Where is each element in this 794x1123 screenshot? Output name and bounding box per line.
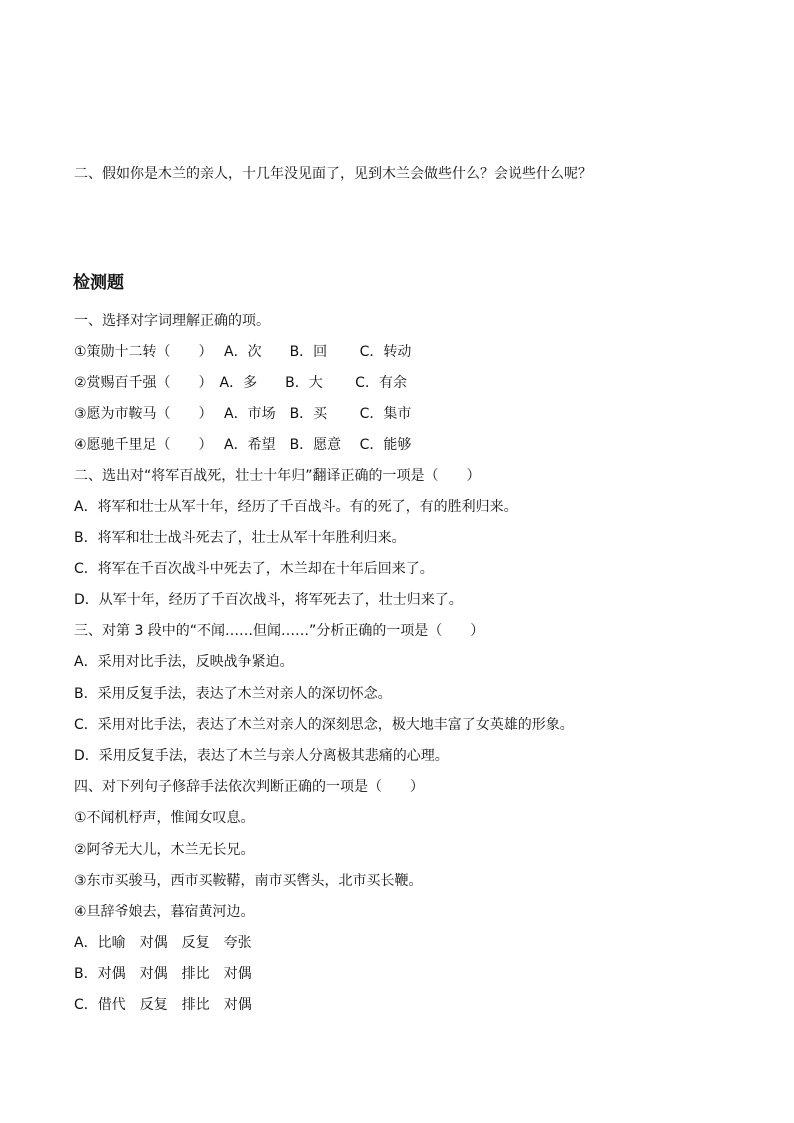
question-4-stem: 四、对下列句子修辞手法依次判断正确的一项是（ ） [74,779,424,795]
question-3-option-b: B．采用反复手法，表达了木兰对亲人的深切怀念。 [74,686,392,702]
question-4-sentence: ①不闻机杼声，惟闻女叹息。 [74,810,255,826]
question-2-option-a: A．将军和壮士从军十年，经历了千百战斗。有的死了，有的胜利归来。 [74,499,518,515]
question-1-item: ④愿驰千里足（ ） A．希望 B．愿意 C．能够 [74,437,412,453]
question-2-option-b: B．将军和壮士战斗死去了，壮士从军十年胜利归来。 [74,530,406,546]
question-4-option-b: B．对偶 对偶 排比 对偶 [74,966,252,982]
question-3-option-d: D．采用反复手法，表达了木兰与亲人分离极其悲痛的心理。 [74,748,449,764]
question-2-option-c: C．将军在千百次战斗中死去了，木兰却在十年后回来了。 [74,561,434,577]
question-3-option-c: C．采用对比手法，表达了木兰对亲人的深刻思念，极大地丰富了女英雄的形象。 [74,717,574,733]
open-question: 二、假如你是木兰的亲人，十几年没见面了，见到木兰会做些什么？会说些什么呢？ [74,166,592,182]
question-2-stem: 二、选出对“将军百战死，壮士十年归”翻译正确的一项是（ ） [74,468,481,484]
question-4-sentence: ③东市买骏马，西市买鞍鞯，南市买辔头，北市买长鞭。 [74,873,423,889]
question-1-item: ②赏赐百千强（ ） A．多 B．大 C．有余 [74,375,407,391]
question-4-option-a: A．比喻 对偶 反复 夸张 [74,935,252,951]
question-3-option-a: A．采用对比手法，反映战争紧迫。 [74,654,294,670]
question-1-item: ③愿为市鞍马（ ） A．市场 B．买 C．集市 [74,406,412,422]
question-4-sentence: ④旦辞爷娘去，暮宿黄河边。 [74,904,255,920]
question-3-stem: 三、对第 3 段中的“不闻……但闻……”分析正确的一项是（ ） [74,623,485,639]
question-4-option-c: C．借代 反复 排比 对偶 [74,997,252,1013]
section-title: 检测题 [73,273,124,293]
question-1-item: ①策勋十二转（ ） A．次 B．回 C．转动 [74,344,412,360]
question-4-sentence: ②阿爷无大儿，木兰无长兄。 [74,842,255,858]
question-1-stem: 一、选择对字词理解正确的项。 [74,313,270,329]
question-2-option-d: D．从军十年，经历了千百次战斗，将军死去了，壮士归来了。 [74,592,463,608]
